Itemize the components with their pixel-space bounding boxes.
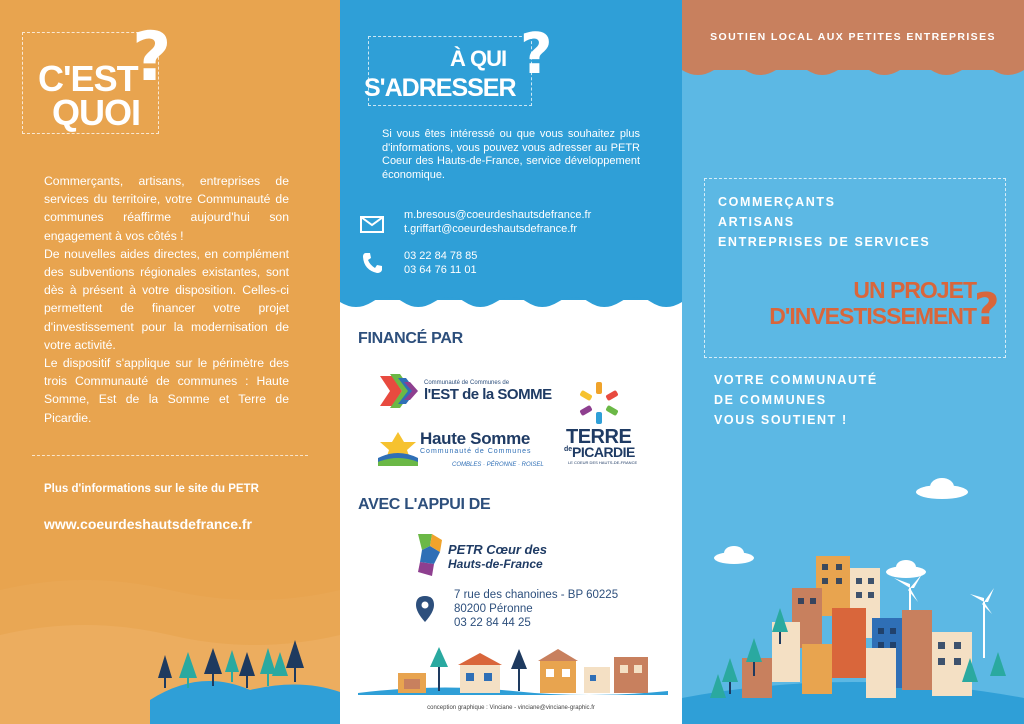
- paragraph-3: Le dispositif s'applique sur le périmètre des trois Communauté de communes : Haute Somme, Est de la Somme et Terre de Picardie.: [44, 356, 289, 425]
- location-pin-icon: [416, 596, 434, 622]
- terre-picardie-logo-mark: [576, 380, 622, 426]
- petr-logo-line1: PETR Cœur des: [448, 542, 547, 557]
- envelope-icon: [360, 216, 384, 233]
- wave-divider: [340, 290, 682, 320]
- support-line-1: VOTRE COMMUNAUTÉ: [714, 373, 878, 387]
- support-line-2: DE COMMUNES: [714, 393, 827, 407]
- headline-question-mark: ?: [974, 284, 1000, 335]
- haute-somme-logo-sub: Communauté de Communes: [420, 448, 532, 455]
- contact-intro: Si vous êtes intéressé ou que vous souhaitez plus d'informations, vous pouvez vous adresser au PETR Coeur des Hauts-de-France, service développement économique.: [382, 128, 640, 181]
- est-somme-logo-mark: [378, 372, 420, 410]
- phone-icon: [362, 252, 382, 274]
- support-line-3: VOUS SOUTIENT !: [714, 413, 848, 427]
- phone-2[interactable]: 03 64 76 11 01: [404, 264, 477, 276]
- title-line1: À QUI: [450, 46, 507, 71]
- financed-title: FINANCÉ PAR: [358, 330, 463, 347]
- cloud-1: [912, 476, 972, 500]
- support-title: AVEC L'APPUI DE: [358, 496, 491, 513]
- est-somme-logo-small: Communauté de Communes de: [424, 380, 510, 386]
- est-somme-logo-text: l'EST de la SOMME: [424, 386, 552, 403]
- right-panel: [682, 0, 1024, 724]
- middle-panel: [340, 0, 682, 724]
- question-mark: ?: [520, 22, 553, 87]
- paragraph-1: Commerçants, artisans, entreprises de services du territoire, votre Communauté de communes réaffirme aujourd'hui son engagement à vos côtés !: [44, 174, 289, 243]
- paragraph-2: De nouvelles aides directes, en complément des subventions régionales existantes, sont dès à présent à votre disposition. Celles-ci permettent de financer votre projet d'investissement pour la modernisation de votre activité.: [44, 246, 289, 352]
- terre-picardie-logo-sub: LE COEUR DES HAUTS-DE-FRANCE: [568, 460, 638, 465]
- address-phone[interactable]: 03 22 84 44 25: [454, 617, 531, 629]
- address-line-2: 80200 Péronne: [454, 603, 533, 615]
- title-line1: C'EST: [38, 58, 138, 99]
- haute-somme-logo-mark: [378, 430, 418, 466]
- address-line-1: 7 rue des chanoines - BP 60225: [454, 589, 619, 601]
- band-text: SOUTIEN LOCAL AUX PETITES ENTREPRISES: [710, 31, 996, 43]
- audience-line-1: COMMERÇANTS: [718, 195, 836, 209]
- left-panel: [0, 0, 340, 724]
- email-1[interactable]: m.bresous@coeurdeshautsdefrance.fr: [404, 209, 592, 221]
- audience-line-2: ARTISANS: [718, 215, 795, 229]
- petr-logo-line2: Hauts-de-France: [448, 557, 543, 571]
- question-mark: ?: [132, 18, 172, 97]
- intro-text: [44, 172, 289, 427]
- landscape-illustration: [0, 560, 340, 724]
- terre-picardie-logo-line1: TERRE: [566, 426, 632, 448]
- website-link[interactable]: www.coeurdeshautsdefrance.fr: [44, 516, 252, 532]
- design-credit: conception graphique : Vinciane - vinciane@vinciane-graphic.fr: [427, 705, 595, 711]
- phone-1[interactable]: 03 22 84 78 85: [404, 250, 478, 262]
- band-wave: [682, 62, 1024, 84]
- headline-line-1: UN PROJET: [853, 277, 976, 303]
- haute-somme-logo-towns: COMBLES · PÉRONNE · ROISEL: [452, 462, 544, 468]
- title-line2: S'ADRESSER: [364, 74, 516, 102]
- more-info-text: Plus d'informations sur le site du PETR: [44, 483, 259, 495]
- email-2[interactable]: t.griffart@coeurdeshautsdefrance.fr: [404, 223, 577, 235]
- headline-line-2: D'INVESTISSEMENT: [769, 303, 976, 329]
- terre-picardie-logo-de: de: [564, 446, 573, 453]
- audience-line-3: ENTREPRISES DE SERVICES: [718, 235, 931, 249]
- separator: [32, 455, 308, 456]
- town-illustration: [682, 548, 1024, 724]
- title-line2: QUOI: [52, 92, 141, 133]
- village-illustration: [358, 645, 668, 695]
- petr-logo-mark: [414, 532, 444, 578]
- terre-picardie-logo-line2: PICARDIE: [572, 444, 635, 460]
- haute-somme-logo-text: Haute Somme: [420, 429, 531, 448]
